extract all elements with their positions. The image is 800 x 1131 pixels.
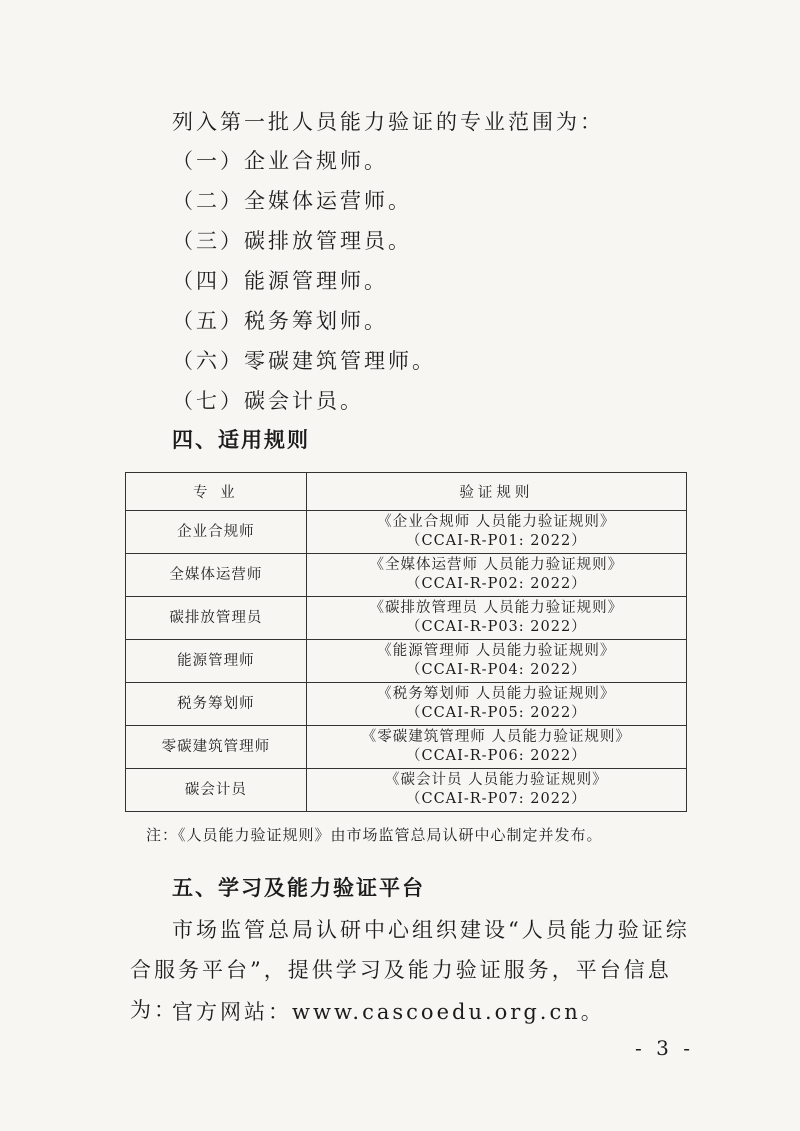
platform-paragraph: 市场监管总局认研中心组织建设“人员能力验证综合服务平台”，提供学习及能力验证服务，平台信息为： bbox=[130, 918, 690, 1022]
table-row bbox=[126, 640, 687, 683]
table-header-row bbox=[126, 473, 687, 511]
cell-major: 零碳建筑管理师 bbox=[126, 726, 307, 769]
section-heading-rules: 四、适用规则 bbox=[172, 428, 310, 452]
cell-rule bbox=[306, 554, 686, 597]
cell-major: 税务筹划师 bbox=[126, 683, 307, 726]
rule-code: （CCAI-R-P07: 2022） bbox=[405, 791, 587, 807]
scope-item: （二）全媒体运营师。 bbox=[172, 189, 412, 213]
cell-major: 碳会计员 bbox=[126, 769, 307, 812]
rule-title: 《税务筹划师 人员能力验证规则》 bbox=[377, 686, 616, 702]
cell-rule bbox=[306, 640, 686, 683]
cell-rule bbox=[306, 683, 686, 726]
table-row bbox=[126, 597, 687, 640]
rule-title: 《碳排放管理员 人员能力验证规则》 bbox=[369, 600, 624, 616]
cell-major: 全媒体运营师 bbox=[126, 554, 307, 597]
cell-rule bbox=[306, 511, 686, 554]
rule-code: （CCAI-R-P05: 2022） bbox=[405, 705, 587, 721]
rules-table bbox=[125, 472, 687, 812]
rule-title: 《能源管理师 人员能力验证规则》 bbox=[377, 643, 616, 659]
cell-major: 能源管理师 bbox=[126, 640, 307, 683]
cell-major: 碳排放管理员 bbox=[126, 597, 307, 640]
scope-item: （三）碳排放管理员。 bbox=[172, 229, 412, 253]
scope-item: （六）零碳建筑管理师。 bbox=[172, 349, 436, 373]
header-rule: 验证规则 bbox=[306, 473, 686, 511]
rule-code: （CCAI-R-P02: 2022） bbox=[405, 576, 587, 592]
rule-title: 《全媒体运营师 人员能力验证规则》 bbox=[369, 557, 624, 573]
rule-title: 《零碳建筑管理师 人员能力验证规则》 bbox=[361, 729, 631, 745]
scope-item: （四）能源管理师。 bbox=[172, 269, 388, 293]
table-row bbox=[126, 769, 687, 812]
cell-rule bbox=[306, 597, 686, 640]
rule-title: 《企业合规师 人员能力验证规则》 bbox=[377, 514, 616, 530]
table-row bbox=[126, 726, 687, 769]
table-row bbox=[126, 511, 687, 554]
section-heading-platform: 五、学习及能力验证平台 bbox=[172, 876, 425, 900]
website-line: 官方网站：www.cascoedu.org.cn。 bbox=[172, 1000, 605, 1024]
cell-rule bbox=[306, 769, 686, 812]
table-row bbox=[126, 554, 687, 597]
rule-code: （CCAI-R-P04: 2022） bbox=[405, 662, 587, 678]
rule-code: （CCAI-R-P01: 2022） bbox=[405, 533, 587, 549]
cell-rule bbox=[306, 726, 686, 769]
table-row bbox=[126, 683, 687, 726]
header-major: 专 业 bbox=[126, 473, 307, 511]
cell-major: 企业合规师 bbox=[126, 511, 307, 554]
table-note: 注：《人员能力验证规则》由市场监管总局认研中心制定并发布。 bbox=[146, 826, 603, 844]
intro-line: 列入第一批人员能力验证的专业范围为： bbox=[172, 110, 604, 134]
rule-code: （CCAI-R-P06: 2022） bbox=[405, 748, 587, 764]
page-number: - 3 - bbox=[635, 1036, 694, 1060]
rule-title: 《碳会计员 人员能力验证规则》 bbox=[385, 772, 608, 788]
scope-item: （五）税务筹划师。 bbox=[172, 309, 388, 333]
scope-item: （七）碳会计员。 bbox=[172, 389, 364, 413]
scope-item: （一）企业合规师。 bbox=[172, 149, 388, 173]
rule-code: （CCAI-R-P03: 2022） bbox=[405, 619, 587, 635]
